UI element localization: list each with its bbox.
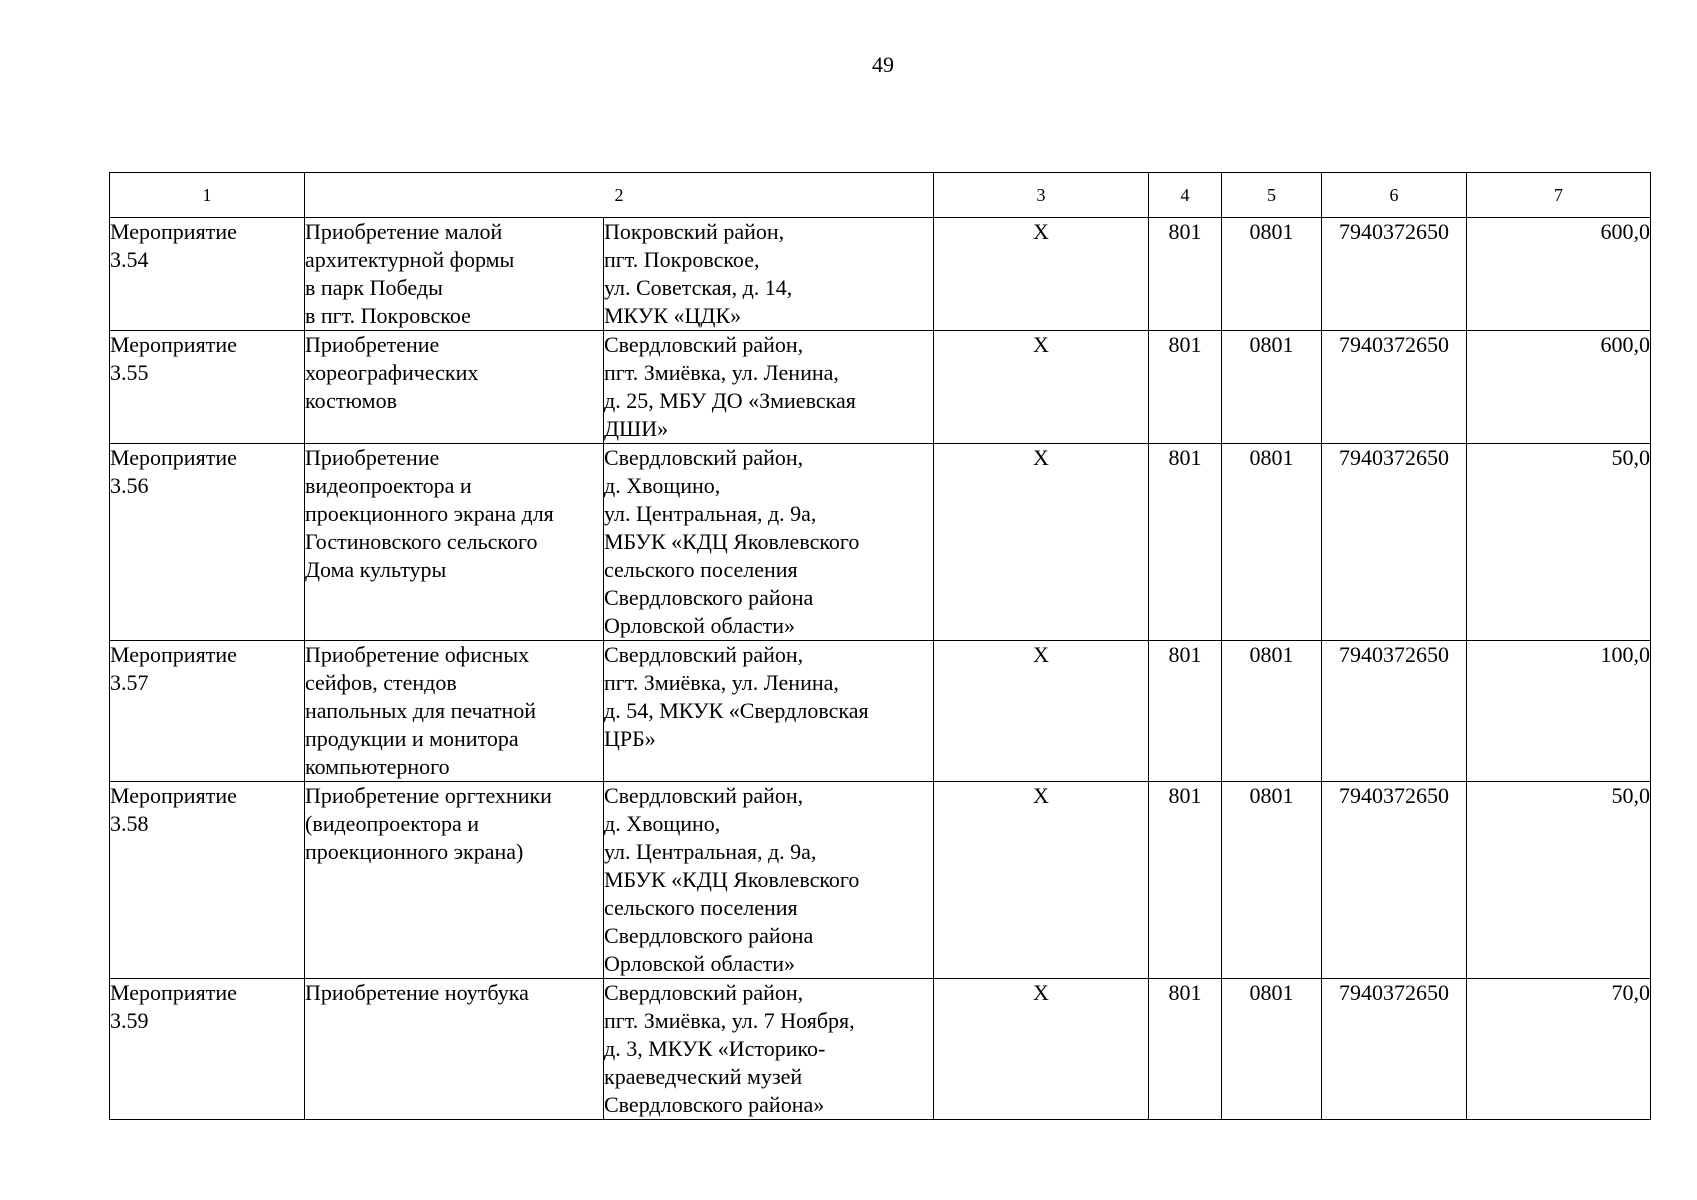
col4-cell: 801 <box>1149 444 1222 641</box>
page-number: 49 <box>872 52 894 77</box>
col3-cell: Х <box>934 218 1149 331</box>
col4-cell: 801 <box>1149 979 1222 1120</box>
description-cell: Приобретение офисных сейфов, стендов напольных для печатной продукции и монитора компьютерного <box>305 641 604 782</box>
col6-cell: 7940372650 <box>1322 641 1467 782</box>
col6-cell: 7940372650 <box>1322 218 1467 331</box>
location-cell: Свердловский район, пгт. Змиёвка, ул. Ленина, д. 54, МКУК «Свердловская ЦРБ» <box>604 641 934 782</box>
col4-cell: 801 <box>1149 782 1222 979</box>
col5-cell: 0801 <box>1222 218 1322 331</box>
header-cell-5: 5 <box>1222 173 1322 218</box>
header-cell-1: 1 <box>110 173 305 218</box>
location-cell: Свердловский район, д. Хвощино, ул. Центральная, д. 9а, МБУК «КДЦ Яковлевского сельского поселения Свердловского района Орловской области» <box>604 782 934 979</box>
col5-cell: 0801 <box>1222 641 1322 782</box>
col7-cell: 100,0 <box>1467 641 1651 782</box>
col4-cell: 801 <box>1149 641 1222 782</box>
table-row <box>110 444 1651 641</box>
col6-cell: 7940372650 <box>1322 979 1467 1120</box>
col3-cell: Х <box>934 444 1149 641</box>
table-row <box>110 218 1651 331</box>
location-cell: Свердловский район, д. Хвощино, ул. Центральная, д. 9а, МБУК «КДЦ Яковлевского сельского поселения Свердловского района Орловской области» <box>604 444 934 641</box>
col7-cell: 600,0 <box>1467 218 1651 331</box>
col6-cell: 7940372650 <box>1322 444 1467 641</box>
col5-cell: 0801 <box>1222 444 1322 641</box>
header-cell-2: 2 <box>305 173 934 218</box>
col4-cell: 801 <box>1149 218 1222 331</box>
col5-cell: 0801 <box>1222 782 1322 979</box>
events-table <box>109 172 1651 1120</box>
col5-cell: 0801 <box>1222 331 1322 444</box>
col7-cell: 70,0 <box>1467 979 1651 1120</box>
col7-cell: 50,0 <box>1467 444 1651 641</box>
col3-cell: Х <box>934 979 1149 1120</box>
table-row <box>110 782 1651 979</box>
header-cell-4: 4 <box>1149 173 1222 218</box>
description-cell: Приобретение видеопроектора и проекционного экрана для Гостиновского сельского Дома культуры <box>305 444 604 641</box>
location-cell: Свердловский район, пгт. Змиёвка, ул. Ленина, д. 25, МБУ ДО «Змиевская ДШИ» <box>604 331 934 444</box>
table-row <box>110 979 1651 1120</box>
col3-cell: Х <box>934 641 1149 782</box>
description-cell: Приобретение оргтехники (видеопроектора и проекционного экрана) <box>305 782 604 979</box>
col6-cell: 7940372650 <box>1322 782 1467 979</box>
description-cell: Приобретение малой архитектурной формы в парк Победы в пгт. Покровское <box>305 218 604 331</box>
location-cell: Покровский район, пгт. Покровское, ул. Советская, д. 14, МКУК «ЦДК» <box>604 218 934 331</box>
event-cell: Мероприятие 3.56 <box>110 444 305 641</box>
header-cell-3: 3 <box>934 173 1149 218</box>
table-row <box>110 331 1651 444</box>
table-header-row <box>110 173 1651 218</box>
col3-cell: Х <box>934 331 1149 444</box>
table-row <box>110 641 1651 782</box>
col5-cell: 0801 <box>1222 979 1322 1120</box>
description-cell: Приобретение ноутбука <box>305 979 604 1120</box>
col7-cell: 600,0 <box>1467 331 1651 444</box>
col7-cell: 50,0 <box>1467 782 1651 979</box>
event-cell: Мероприятие 3.57 <box>110 641 305 782</box>
col6-cell: 7940372650 <box>1322 331 1467 444</box>
col4-cell: 801 <box>1149 331 1222 444</box>
header-cell-6: 6 <box>1322 173 1467 218</box>
event-cell: Мероприятие 3.59 <box>110 979 305 1120</box>
col3-cell: Х <box>934 782 1149 979</box>
location-cell: Свердловский район, пгт. Змиёвка, ул. 7 Ноября, д. 3, МКУК «Историко- краеведческий музей Свердловского района» <box>604 979 934 1120</box>
description-cell: Приобретение хореографических костюмов <box>305 331 604 444</box>
event-cell: Мероприятие 3.58 <box>110 782 305 979</box>
header-cell-7: 7 <box>1467 173 1651 218</box>
event-cell: Мероприятие 3.55 <box>110 331 305 444</box>
event-cell: Мероприятие 3.54 <box>110 218 305 331</box>
